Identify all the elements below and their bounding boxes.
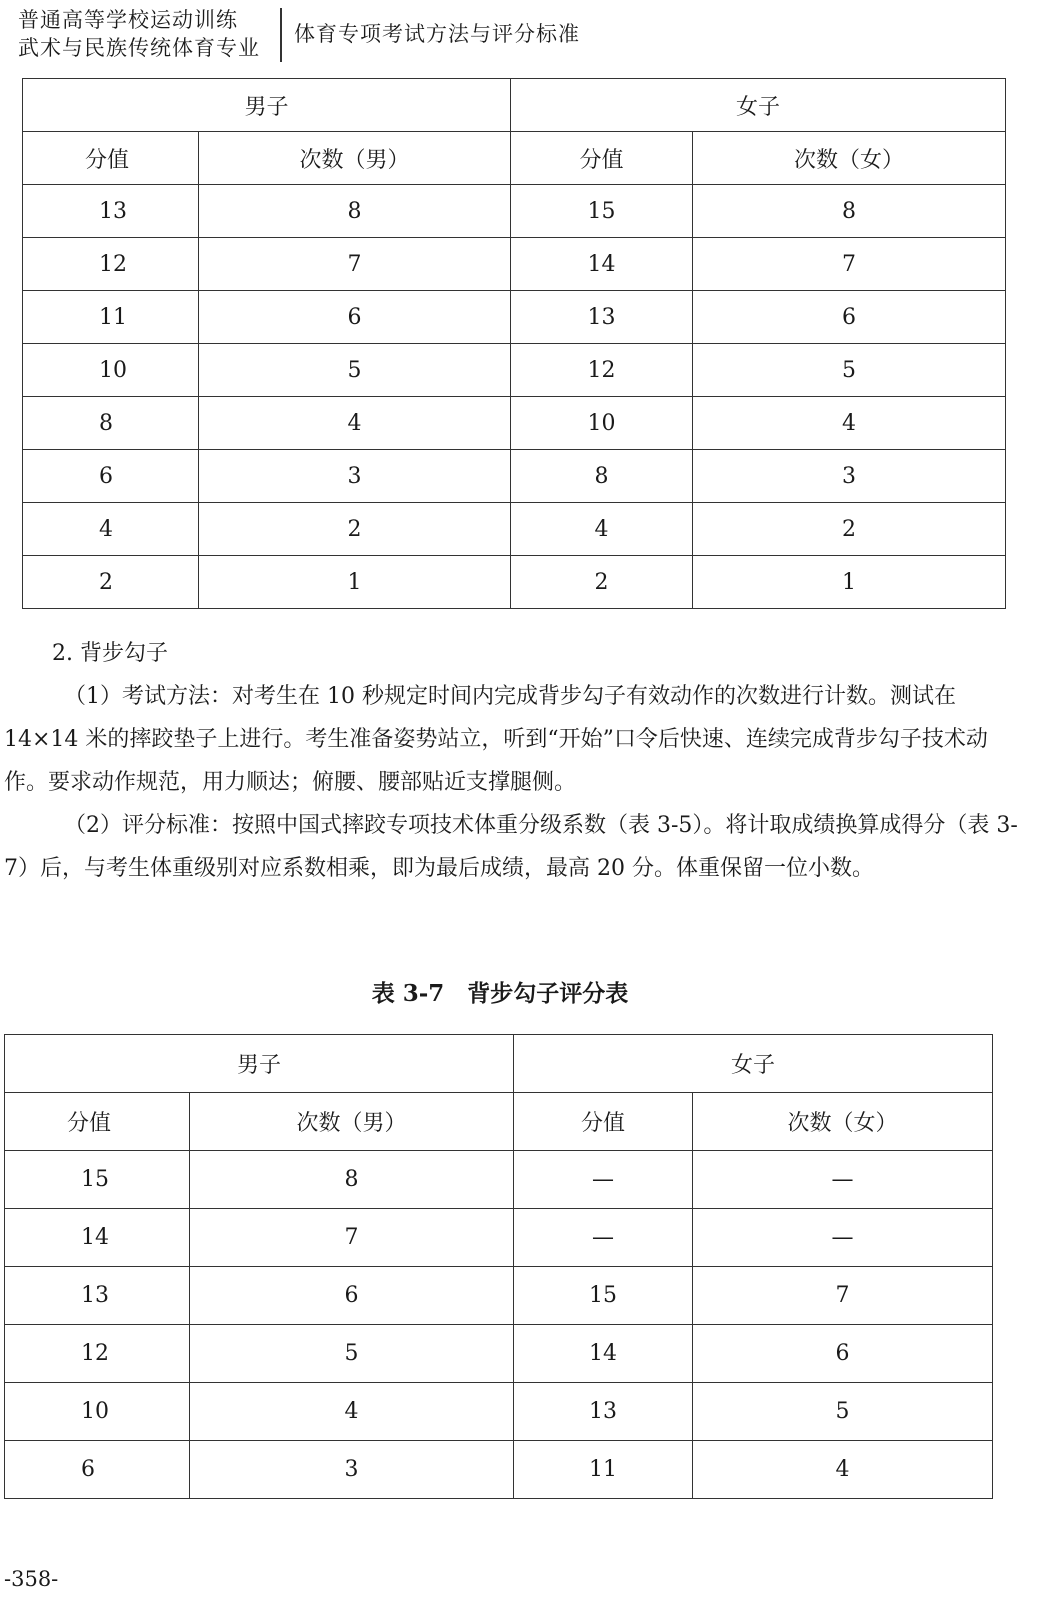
table-cell: 5 xyxy=(199,344,511,397)
table-cell: 8 xyxy=(511,450,693,503)
group-header-female: 女子 xyxy=(514,1035,993,1093)
table-cell: 2 xyxy=(199,503,511,556)
table-row xyxy=(5,1209,993,1267)
table-cell: 11 xyxy=(23,291,199,344)
table-cell: 5 xyxy=(190,1325,514,1383)
group-header-row xyxy=(23,79,1006,132)
table-row xyxy=(23,291,1006,344)
table-cell: 7 xyxy=(190,1209,514,1267)
table-cell: 1 xyxy=(693,556,1006,609)
table-cell: 7 xyxy=(693,1267,993,1325)
page-number: -358- xyxy=(4,1567,59,1591)
table-cell: 10 xyxy=(511,397,693,450)
table-cell: 3 xyxy=(693,450,1006,503)
column-header: 分值 xyxy=(514,1093,693,1151)
column-header: 次数（女） xyxy=(693,132,1006,185)
group-header-row xyxy=(5,1035,993,1093)
score-table-bottom-body xyxy=(5,1035,993,1499)
table-row xyxy=(23,503,1006,556)
column-header: 分值 xyxy=(511,132,693,185)
running-head-divider xyxy=(280,8,282,62)
table-row xyxy=(5,1383,993,1441)
table-cell: 6 xyxy=(199,291,511,344)
table-row xyxy=(23,397,1006,450)
table-row xyxy=(5,1325,993,1383)
table-caption: 表 3-7 背步勾子评分表 xyxy=(371,980,629,1007)
table-cell: 15 xyxy=(514,1267,693,1325)
table-row xyxy=(23,185,1006,238)
table-cell: 4 xyxy=(693,397,1006,450)
table-cell: — xyxy=(693,1151,993,1209)
table-cell: 12 xyxy=(23,238,199,291)
table-cell: — xyxy=(693,1209,993,1267)
paragraph-scoring-standard: （2）评分标准：按照中国式摔跤专项技术体重分级系数（表 3-5）。将计取成绩换算成得分（表 3-7）后，与考生体重级别对应系数相乘，即为最后成绩，最高 20 分。体重保留一位小数。 xyxy=(4,813,1018,881)
table-cell: 4 xyxy=(199,397,511,450)
table-cell: 12 xyxy=(5,1325,190,1383)
table-cell: 13 xyxy=(514,1383,693,1441)
table-cell: 13 xyxy=(23,185,199,238)
table-cell: 6 xyxy=(23,450,199,503)
table-cell: 4 xyxy=(511,503,693,556)
table-cell: 10 xyxy=(23,344,199,397)
table-cell: 8 xyxy=(190,1151,514,1209)
table-cell: 8 xyxy=(199,185,511,238)
section-heading: 2. 背步勾子 xyxy=(52,641,168,666)
table-cell: 2 xyxy=(693,503,1006,556)
table-cell: 11 xyxy=(514,1441,693,1499)
column-header: 次数（女） xyxy=(693,1093,993,1151)
table-cell: 4 xyxy=(190,1383,514,1441)
table-cell: 6 xyxy=(693,291,1006,344)
running-head-chapter-title: 体育专项考试方法与评分标准 xyxy=(294,22,580,46)
group-header-male: 男子 xyxy=(5,1035,514,1093)
running-head-line-2: 武术与民族传统体育专业 xyxy=(18,36,260,60)
running-head xyxy=(18,2,618,64)
table-row xyxy=(23,344,1006,397)
table-cell: 4 xyxy=(23,503,199,556)
table-cell: 6 xyxy=(693,1325,993,1383)
table-cell: 8 xyxy=(23,397,199,450)
table-cell: 5 xyxy=(693,344,1006,397)
column-header: 次数（男） xyxy=(199,132,511,185)
table-cell: 14 xyxy=(514,1325,693,1383)
running-head-line-1: 普通高等学校运动训练 xyxy=(18,8,238,32)
table-cell: 2 xyxy=(511,556,693,609)
table-cell: 6 xyxy=(190,1267,514,1325)
table-cell: 4 xyxy=(693,1441,993,1499)
table-row xyxy=(5,1267,993,1325)
score-table-top xyxy=(22,78,1006,609)
table-cell: 10 xyxy=(5,1383,190,1441)
table-row xyxy=(5,1151,993,1209)
table-cell: 15 xyxy=(5,1151,190,1209)
table-cell: 8 xyxy=(693,185,1006,238)
running-head-book-title xyxy=(18,6,260,62)
table-cell: 12 xyxy=(511,344,693,397)
table-cell: 1 xyxy=(199,556,511,609)
table-row xyxy=(5,1441,993,1499)
column-header-row xyxy=(23,132,1006,185)
table-cell: 15 xyxy=(511,185,693,238)
group-header-male: 男子 xyxy=(23,79,511,132)
score-table-bottom xyxy=(4,1034,993,1499)
group-header-female: 女子 xyxy=(511,79,1006,132)
table-cell: 5 xyxy=(693,1383,993,1441)
table-row xyxy=(23,450,1006,503)
score-table-top-body xyxy=(23,79,1006,609)
table-cell: 6 xyxy=(5,1441,190,1499)
table-cell: 14 xyxy=(511,238,693,291)
paragraph-exam-method: （1）考试方法：对考生在 10 秒规定时间内完成背步勾子有效动作的次数进行计数。测试在 14×14 米的摔跤垫子上进行。考生准备姿势站立，听到“开始”口令后快速、连续完成背步勾子技术动作。要求动作规范，用力顺达；俯腰、腰部贴近支撑腿侧。 xyxy=(4,684,988,795)
table-cell: 7 xyxy=(199,238,511,291)
table-cell: 14 xyxy=(5,1209,190,1267)
column-header: 分值 xyxy=(5,1093,190,1151)
table-cell: 13 xyxy=(5,1267,190,1325)
table-cell: 2 xyxy=(23,556,199,609)
table-row xyxy=(23,556,1006,609)
table-cell: 3 xyxy=(199,450,511,503)
table-cell: 3 xyxy=(190,1441,514,1499)
table-cell: — xyxy=(514,1209,693,1267)
table-cell: 13 xyxy=(511,291,693,344)
column-header: 次数（男） xyxy=(190,1093,514,1151)
table-cell: 7 xyxy=(693,238,1006,291)
column-header: 分值 xyxy=(23,132,199,185)
column-header-row xyxy=(5,1093,993,1151)
table-cell: — xyxy=(514,1151,693,1209)
table-row xyxy=(23,238,1006,291)
